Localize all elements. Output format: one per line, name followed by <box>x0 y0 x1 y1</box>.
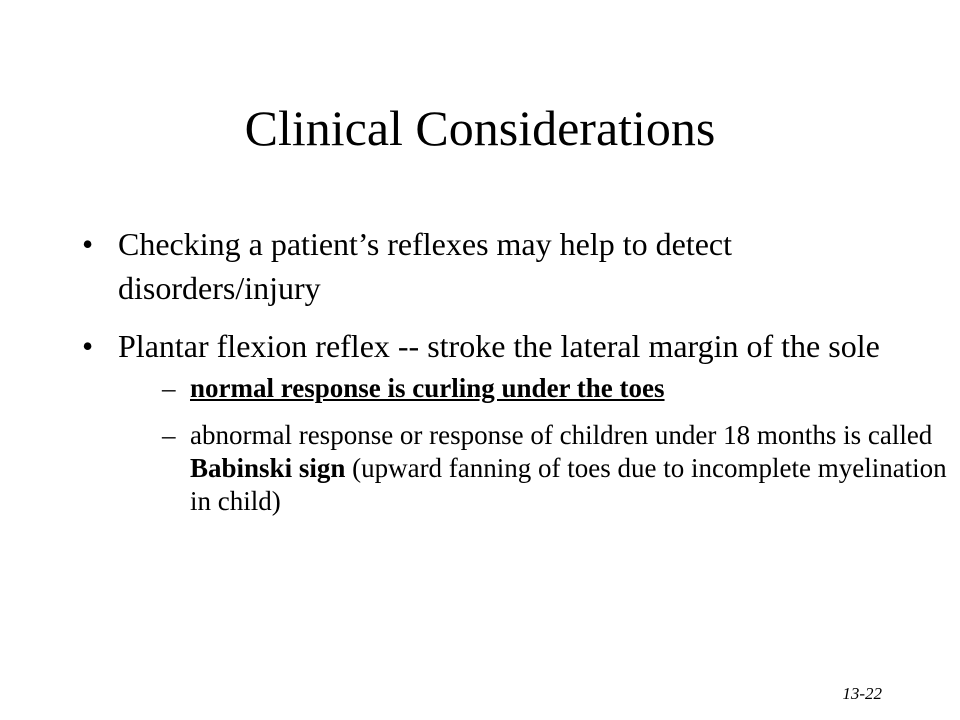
dash-icon: – <box>162 373 176 403</box>
bullet-text: Checking a patient’s reflexes may help to detect disorders/injury <box>118 226 732 306</box>
sub-bullet-normal-response <box>162 372 960 405</box>
sub-bullet-text: normal response is curling under the toes <box>190 373 665 403</box>
sub-bullet-text-after: (upward fanning of toes due to incomplete myelination in child) <box>190 453 947 516</box>
slide-title: Clinical Considerations <box>244 100 716 156</box>
page-number: 13-22 <box>842 684 882 703</box>
bullet-list <box>82 222 947 532</box>
bullet-item-reflexes <box>82 222 942 310</box>
bullet-text: Plantar flexion reflex -- stroke the lateral margin of the sole <box>118 328 880 364</box>
sub-bullet-list <box>162 372 960 518</box>
dash-icon: – <box>162 420 176 450</box>
babinski-sign-term: Babinski sign <box>190 453 346 483</box>
bullet-dot-icon: • <box>82 226 94 262</box>
sub-bullet-text-before: abnormal response or response of children under 18 months is called <box>190 420 933 450</box>
bullet-dot-icon: • <box>82 328 94 364</box>
bullet-item-plantar <box>82 324 947 518</box>
sub-bullet-abnormal-response <box>162 419 960 518</box>
